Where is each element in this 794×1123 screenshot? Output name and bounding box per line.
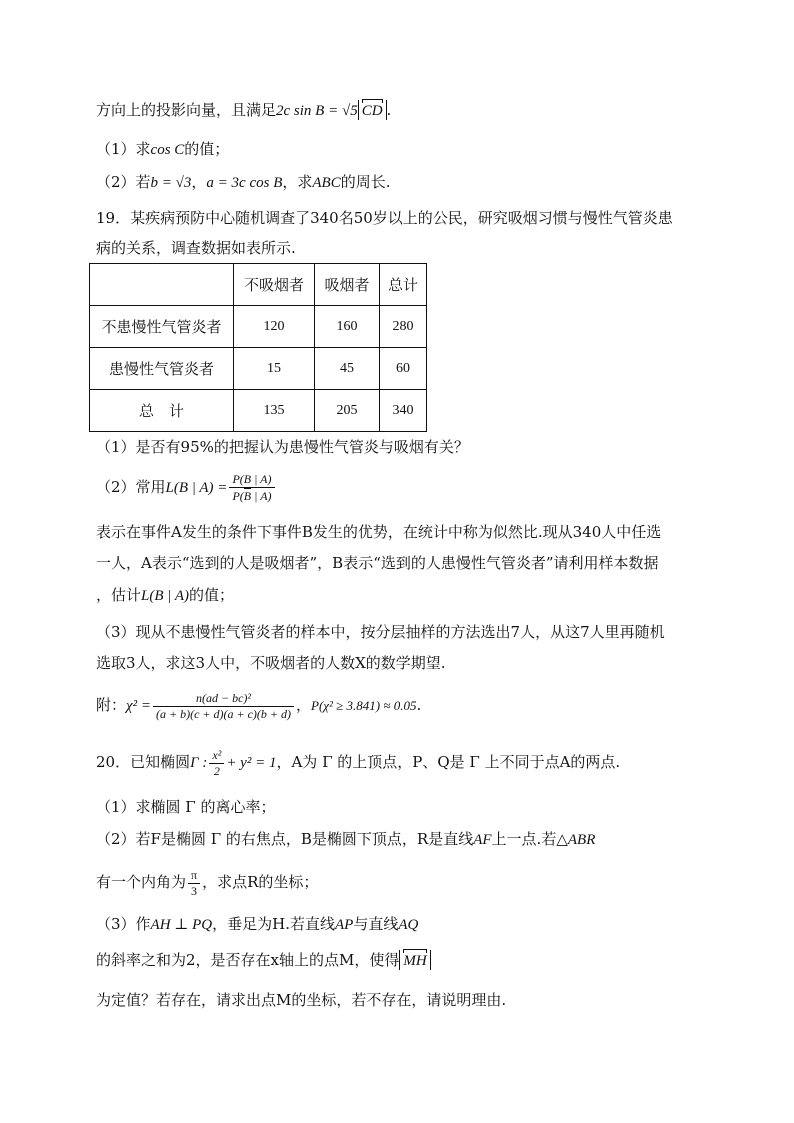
- text: ，求点R的坐标；: [202, 873, 319, 891]
- table-cell: 160: [315, 306, 380, 348]
- text: 与直线: [353, 915, 399, 933]
- math-expr: Γ :: [190, 755, 208, 771]
- fraction-denominator: [229, 488, 274, 504]
- q20-line-3: [96, 862, 318, 902]
- table-cell: 205: [315, 390, 380, 432]
- text: .: [386, 101, 392, 119]
- q20-part-1: （1）求椭圆 Γ 的离心率；: [96, 798, 276, 816]
- fraction-denominator: 3: [191, 883, 198, 898]
- math-expr: AP: [335, 917, 354, 933]
- data-table: [89, 263, 427, 432]
- table-cell: 135: [234, 390, 315, 432]
- table-cell: 45: [315, 348, 380, 390]
- text: ，估计: [96, 586, 142, 604]
- math-expr: b = √3: [150, 175, 192, 191]
- row-label: 患慢性气管炎者: [90, 348, 234, 390]
- q20-line-5: [96, 950, 431, 970]
- question-part-2: [96, 172, 391, 193]
- math-expr: cos C: [150, 142, 185, 158]
- text: （2）若F是椭圆 Γ 的右焦点，B是椭圆下顶点，R是直线: [96, 830, 474, 848]
- q19-appendix: [96, 686, 421, 725]
- row-label: 总 计: [90, 390, 234, 432]
- text: ，A为 Γ 的上顶点，P、Q是 Γ 上不同于点A的两点.: [276, 753, 621, 771]
- question-part-1: [96, 139, 229, 160]
- text: P(: [232, 489, 244, 503]
- chi-square-fraction: [153, 691, 294, 722]
- table-header-row: [90, 264, 427, 306]
- q20-part-3: [96, 914, 418, 935]
- table-header-cell: 吸烟者: [315, 264, 380, 306]
- text: ，: [191, 173, 207, 191]
- text: （2）常用: [96, 478, 166, 496]
- fraction: [229, 472, 274, 504]
- q19-line-7: 选取3人，求这3人中，不吸烟者的人数X的数学期望.: [96, 654, 446, 672]
- complement-b: B: [243, 489, 252, 503]
- fraction-denominator: 2: [213, 763, 220, 778]
- q19-part-2: [96, 468, 277, 507]
- math-expr: 2c sin B = √5: [276, 103, 358, 119]
- q19-part-1: （1）是否有95%的把握认为患慢性气管炎与吸烟有关？: [96, 438, 469, 456]
- math-expr: a = 3c cos B: [206, 175, 283, 191]
- text: ，求: [282, 173, 313, 191]
- vector-cd: CD: [362, 100, 383, 120]
- text: （3）作: [96, 915, 151, 933]
- table-header-cell: 不吸烟者: [234, 264, 315, 306]
- table-cell: 340: [380, 390, 427, 432]
- fraction-numerator: x²: [209, 748, 224, 764]
- fraction: [188, 868, 200, 899]
- text: 附：: [96, 696, 127, 714]
- fraction-numerator: π: [188, 868, 200, 884]
- vector-mh: MH: [403, 950, 426, 970]
- text: .: [416, 696, 422, 714]
- text: 的值；: [184, 140, 230, 158]
- q19-line-5: [96, 585, 234, 606]
- vector-magnitude: [399, 950, 430, 970]
- table-row: [90, 390, 427, 432]
- fraction-denominator: (a + b)(c + d)(a + c)(b + d): [155, 706, 291, 721]
- fraction: [209, 748, 224, 779]
- math-expr: + y² = 1: [226, 755, 277, 771]
- fraction-numerator: n(ad − bc)²: [153, 691, 294, 707]
- math-expr: L(B | A): [141, 588, 190, 604]
- q19-line-1: 19．某疾病预防中心随机调查了340名50岁以上的公民，研究吸烟习惯与慢性气管炎患: [96, 209, 673, 227]
- text: 有一个内角为: [96, 873, 187, 891]
- table-header-cell: 总计: [380, 264, 427, 306]
- text: ，垂足为H.若直线: [212, 915, 336, 933]
- q20-line-6: 为定值？若存在，请求出点M的坐标，若不存在，请说明理由.: [96, 991, 507, 1009]
- table-cell: 60: [380, 348, 427, 390]
- math-expr: L(B | A) =: [165, 480, 228, 496]
- text: 方向上的投影向量，且满足: [96, 101, 277, 119]
- math-expr: ABC: [312, 175, 341, 191]
- q19-part-3: （3）现从不患慢性气管炎者的样本中，按分层抽样的方法选出7人，从这7人里再随机: [96, 623, 665, 641]
- math-expr: AQ: [398, 917, 419, 933]
- math-expr: P(χ² ≥ 3.841) ≈ 0.05: [311, 698, 417, 713]
- table-row: [90, 348, 427, 390]
- text-line-projection: [96, 100, 391, 121]
- math-expr: AF: [473, 832, 492, 848]
- table-cell: 15: [234, 348, 315, 390]
- table-cell: 280: [380, 306, 427, 348]
- table-cell: [90, 264, 234, 306]
- text: （1）求: [96, 140, 151, 158]
- math-expr: χ² =: [126, 698, 151, 714]
- math-expr: AH ⊥ PQ: [150, 917, 213, 933]
- table-cell: 120: [234, 306, 315, 348]
- q20-stem: [96, 742, 620, 783]
- row-label: 不患慢性气管炎者: [90, 306, 234, 348]
- q19-line-3: 表示在事件A发生的条件下事件B发生的优势，在统计中称为似然比.现从340人中任选: [96, 523, 662, 541]
- text: | A): [251, 489, 272, 503]
- math-expr: △ABR: [556, 832, 596, 848]
- vector-magnitude: [358, 100, 387, 120]
- q19-line-4: 一人，A表示“选到的人是吸烟者”，B表示“选到的人患慢性气管炎者”请利用样本数据: [96, 554, 659, 572]
- text: 的周长.: [340, 173, 391, 191]
- q19-line-2: 病的关系，调查数据如表所示.: [96, 239, 296, 257]
- text: 的斜率之和为2，是否存在x轴上的点M，使得: [96, 951, 400, 969]
- text: 20．已知椭圆: [96, 753, 191, 771]
- text: （2）若: [96, 173, 151, 191]
- q20-part-2: [96, 829, 595, 850]
- text: 的值；: [189, 586, 235, 604]
- table-row: [90, 306, 427, 348]
- text: ，: [296, 696, 312, 714]
- text: 上一点.若: [491, 830, 557, 848]
- fraction-numerator: P(B | A): [229, 472, 274, 488]
